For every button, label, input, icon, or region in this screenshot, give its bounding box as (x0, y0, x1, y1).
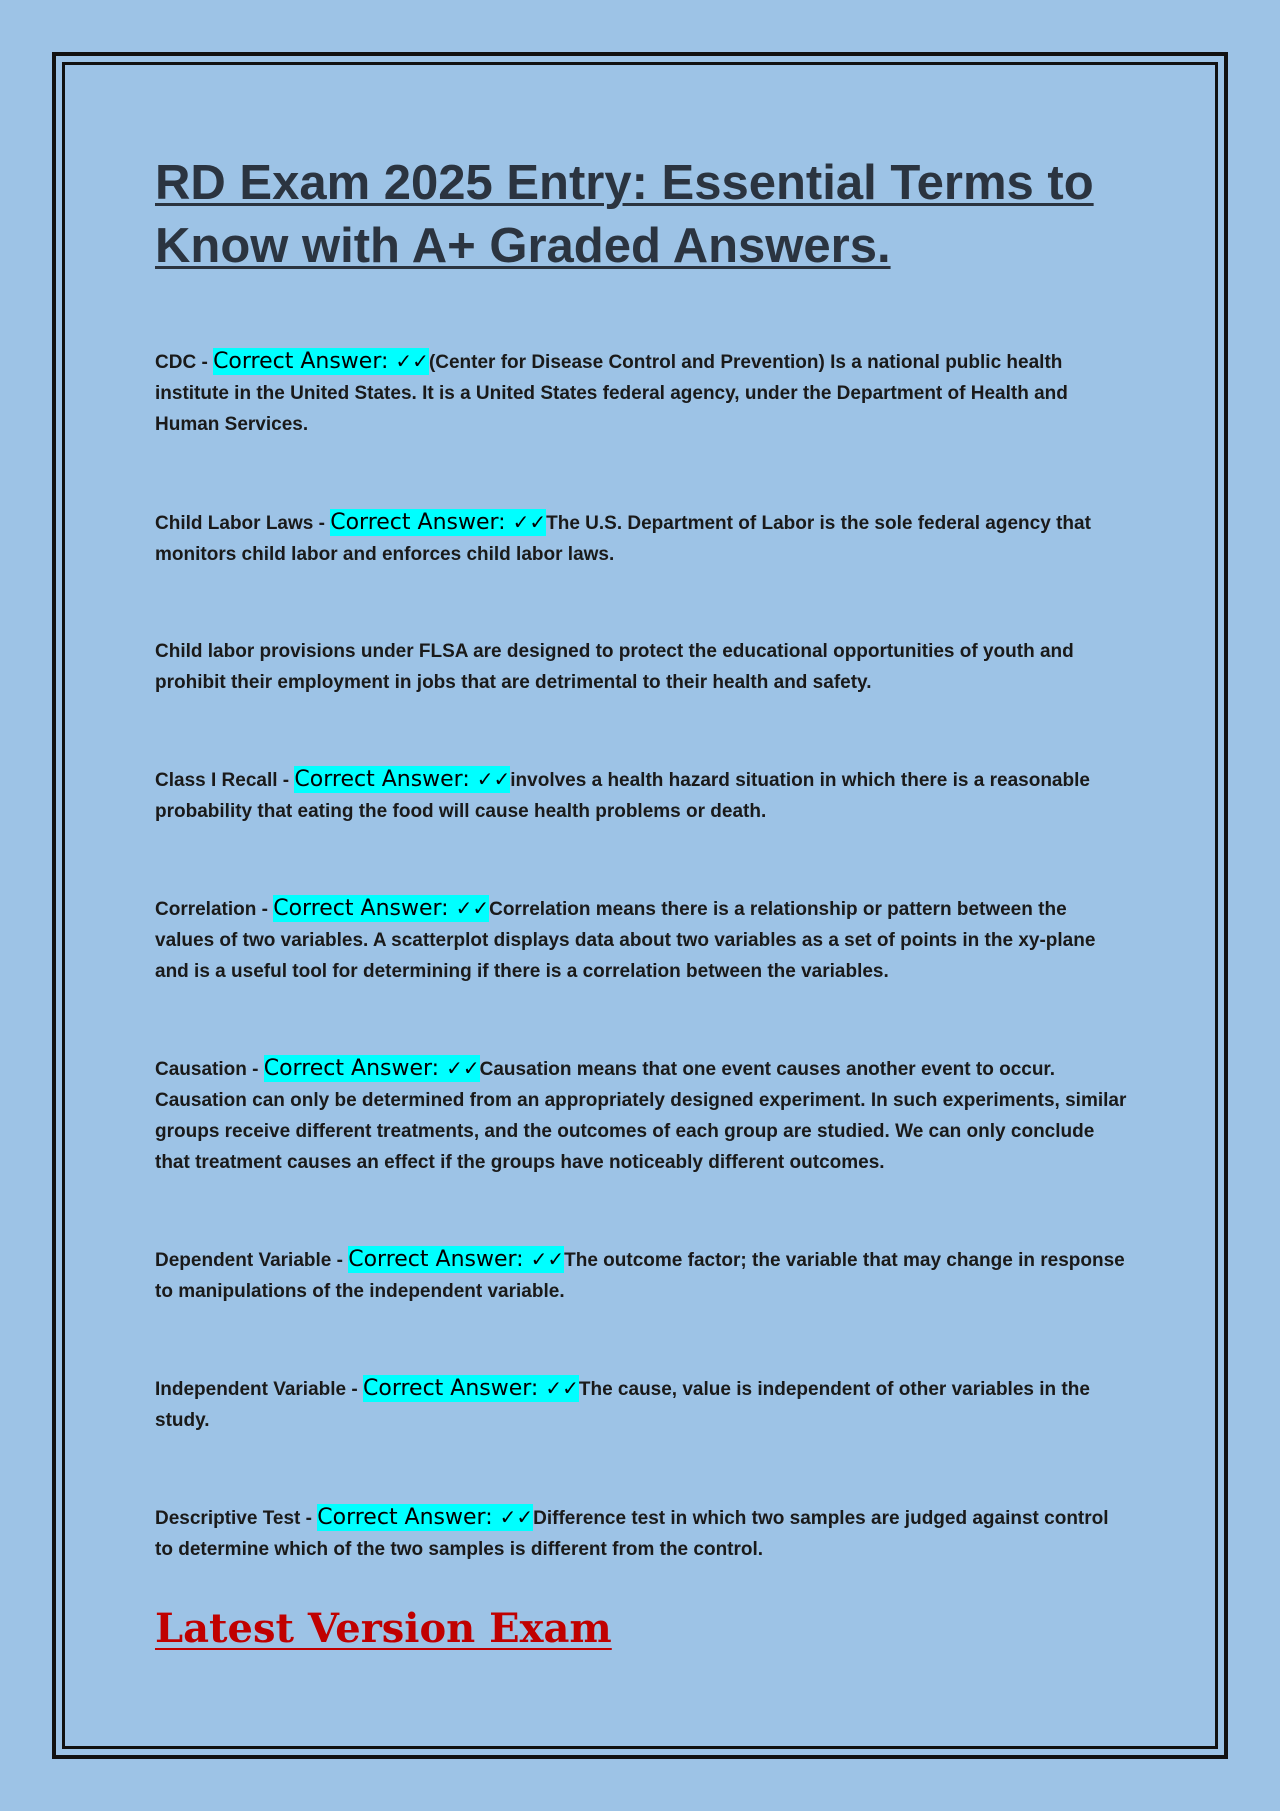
term-definition: The outcome factor; the variable that may change in response to manipulations of the independent variable. (155, 1250, 1125, 1302)
document-content (155, 152, 1130, 1652)
correct-answer-highlight (273, 895, 489, 922)
term-name: Dependent Variable - (155, 1250, 349, 1271)
term-definition: Child labor provisions under FLSA are designed to protect the educational opportunities of youth and prohibit their employment in jobs that are detrimental to their health and safety. (155, 641, 1074, 693)
correct-answer-label: Correct Answer: (363, 1376, 539, 1401)
correct-answer-highlight (317, 1504, 533, 1531)
correct-answer-label: Correct Answer: (317, 1505, 493, 1530)
term-definition: (Center for Disease Control and Prevention) Is a national public health institute in the United States. It is a United States federal agency, under the Department of Health and Human Services. (155, 352, 1068, 435)
double-check-icon: ✓✓ (545, 1376, 579, 1400)
term-name: Independent Variable - (155, 1379, 363, 1400)
term-name: CDC - (155, 352, 214, 373)
term-entry (155, 346, 1130, 440)
term-definition: The cause, value is independent of other variables in the study. (155, 1379, 1090, 1431)
double-check-icon: ✓✓ (476, 767, 511, 791)
correct-answer-highlight (348, 1246, 564, 1273)
double-check-icon: ✓✓ (499, 1505, 534, 1529)
term-entry (155, 636, 1130, 698)
term-entry (155, 893, 1130, 987)
double-check-icon: ✓✓ (395, 349, 429, 373)
term-definition: Correlation means there is a relationship or pattern between the values of two variables. A scatterplot displays data about two variables as a set of points in the xy-plane and is a useful tool for determining if there is a correlation between the variables. (155, 899, 1096, 982)
double-check-icon: ✓✓ (512, 510, 547, 534)
correct-answer-highlight (363, 1375, 579, 1402)
term-definition: Causation means that one event causes another event to occur. Causation can only be determined from an appropriately designed experiment. In such experiments, similar groups receive different treatments, and the outcomes of each group are studied. We can only conclude that treatment causes an effect if the groups have noticeably different outcomes. (155, 1059, 1127, 1173)
correct-answer-label: Correct Answer: (273, 896, 449, 921)
correct-answer-highlight (264, 1055, 480, 1082)
footer-banner: Latest Version Exam (155, 1605, 612, 1652)
term-name: Causation - (155, 1059, 264, 1080)
term-entry (155, 1244, 1130, 1307)
term-name: Child Labor Laws - (155, 513, 331, 534)
double-check-icon: ✓✓ (446, 1056, 480, 1080)
correct-answer-highlight (213, 348, 429, 375)
correct-answer-highlight (294, 766, 510, 793)
term-entry (155, 1053, 1130, 1178)
term-entry (155, 764, 1130, 827)
correct-answer-label: Correct Answer: (348, 1247, 524, 1272)
term-name: Correlation - (155, 899, 274, 920)
term-name: Descriptive Test - (155, 1508, 318, 1529)
term-entry (155, 1502, 1130, 1565)
double-check-icon: ✓✓ (530, 1247, 565, 1271)
correct-answer-label: Correct Answer: (213, 349, 389, 374)
correct-answer-label: Correct Answer: (294, 767, 470, 792)
term-definition: Difference test in which two samples are judged against control to determine which of the two samples is different from the control. (155, 1508, 1109, 1560)
term-entry (155, 507, 1130, 570)
term-definition: involves a health hazard situation in which there is a reasonable probability that eating the food will cause health problems or death. (155, 770, 1090, 822)
document-title: RD Exam 2025 Entry: Essential Terms to Know with A+ Graded Answers. (155, 156, 1094, 273)
term-name: Class I Recall - (155, 770, 295, 791)
correct-answer-label: Correct Answer: (263, 1056, 440, 1081)
entries-list (155, 346, 1130, 1565)
correct-answer-label: Correct Answer: (330, 510, 506, 535)
double-check-icon: ✓✓ (455, 896, 490, 920)
term-definition: The U.S. Department of Labor is the sole federal agency that monitors child labor and enforces child labor laws. (155, 513, 1091, 565)
correct-answer-highlight (330, 509, 546, 536)
term-entry (155, 1373, 1130, 1436)
